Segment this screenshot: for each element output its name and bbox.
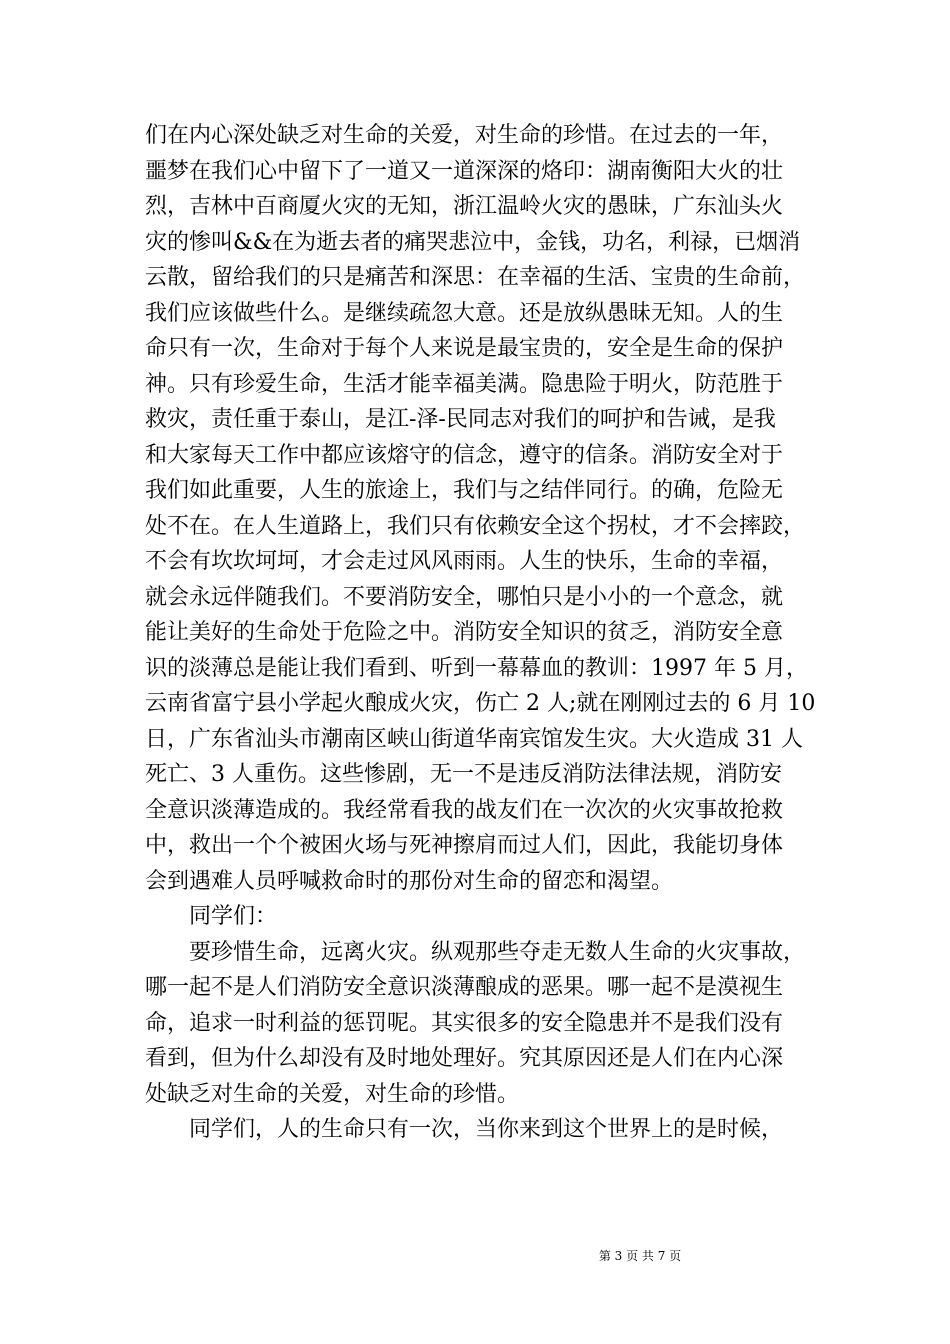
text-line: 命只有一次，生命对于每个人来说是最宝贵的，安全是生命的保护 — [145, 336, 784, 361]
text-line: 日，广东省汕头市潮南区峡山街道华南宾馆发生灾。大火造成 31 人 — [145, 726, 803, 752]
body-text — [145, 118, 815, 1148]
text-line: 全意识淡薄造成的。我经常看我的战友们在一次次的火灾事故抢救 — [145, 797, 784, 823]
text-line: 不会有坎坎坷坷，才会走过风风雨雨。人生的快乐，生命的幸福， — [145, 549, 784, 574]
text-line: 救灾，责任重于泰山，是江-泽-民同志对我们的呵护和告诫，是我 — [145, 407, 776, 432]
text-line: 命，追求一时利益的惩罚呢。其实很多的安全隐患并不是我们没有 — [145, 1010, 784, 1036]
page-footer: 第 3 页 共 7 页 — [598, 1249, 682, 1263]
text-line: 神。只有珍爱生命，生活才能幸福美满。隐患险于明火，防范胜于 — [145, 371, 784, 397]
text-line: 哪一起不是人们消防安全意识淡薄酿成的恶果。哪一起不是漠视生 — [145, 975, 784, 1000]
text-line: 噩梦在我们心中留下了一道又一道深深的烙印：湖南衡阳大火的壮 — [145, 158, 784, 184]
text-line: 们在内心深处缺乏对生命的关爱，对生命的珍惜。在过去的一年， — [145, 123, 784, 148]
text-line: 处不在。在人生道路上，我们只有依赖安全这个拐杖，才不会摔跤， — [145, 513, 806, 539]
text-line: 会到遇难人员呼喊救命时的那份对生命的留恋和渴望。 — [145, 868, 674, 894]
text-line: 识的淡薄总是能让我们看到、听到一幕幕血的教训：1997 年 5 月， — [145, 655, 808, 681]
text-line: 云散，留给我们的只是痛苦和深思：在幸福的生活、宝贵的生命前， — [145, 265, 806, 290]
text-line: 烈，吉林中百商厦火灾的无知，浙江温岭火灾的愚昧，广东汕头火 — [145, 194, 784, 219]
text-line: 灾的惨叫&&在为逝去者的痛哭悲泣中，金钱，功名，利禄，已烟消 — [145, 229, 801, 255]
text-line: 同学们，人的生命只有一次，当你来到这个世界上的是时候， — [145, 1117, 784, 1142]
text-line: 处缺乏对生命的关爱，对生命的珍惜。 — [145, 1081, 520, 1107]
text-line: 中，救出一个个被困火场与死神擦肩而过人们，因此，我能切身体 — [145, 833, 784, 858]
text-line: 我们如此重要，人生的旅途上，我们与之结伴同行。的确，危险无 — [145, 478, 784, 503]
text-line: 我们应该做些什么。是继续疏忽大意。还是放纵愚昧无知。人的生 — [145, 300, 784, 326]
text-line: 云南省富宁县小学起火酿成火灾，伤亡 2 人;就在刚刚过去的 6 月 10 — [145, 691, 816, 716]
text-line: 同学们： — [145, 904, 278, 929]
text-line: 就会永远伴随我们。不要消防安全，哪怕只是小小的一个意念，就 — [145, 584, 784, 610]
text-line: 能让美好的生命处于危险之中。消防安全知识的贫乏，消防安全意 — [145, 620, 784, 645]
text-line: 看到，但为什么却没有及时地处理好。究其原因还是人们在内心深 — [145, 1046, 784, 1071]
text-line: 死亡、3 人重伤。这些惨剧，无一不是违反消防法律法规，消防安 — [145, 762, 782, 787]
text-line: 和大家每天工作中都应该熔守的信念，遵守的信条。消防安全对于 — [145, 442, 784, 468]
text-line: 要珍惜生命，远离火灾。纵观那些夺走无数人生命的火灾事故， — [145, 939, 806, 965]
